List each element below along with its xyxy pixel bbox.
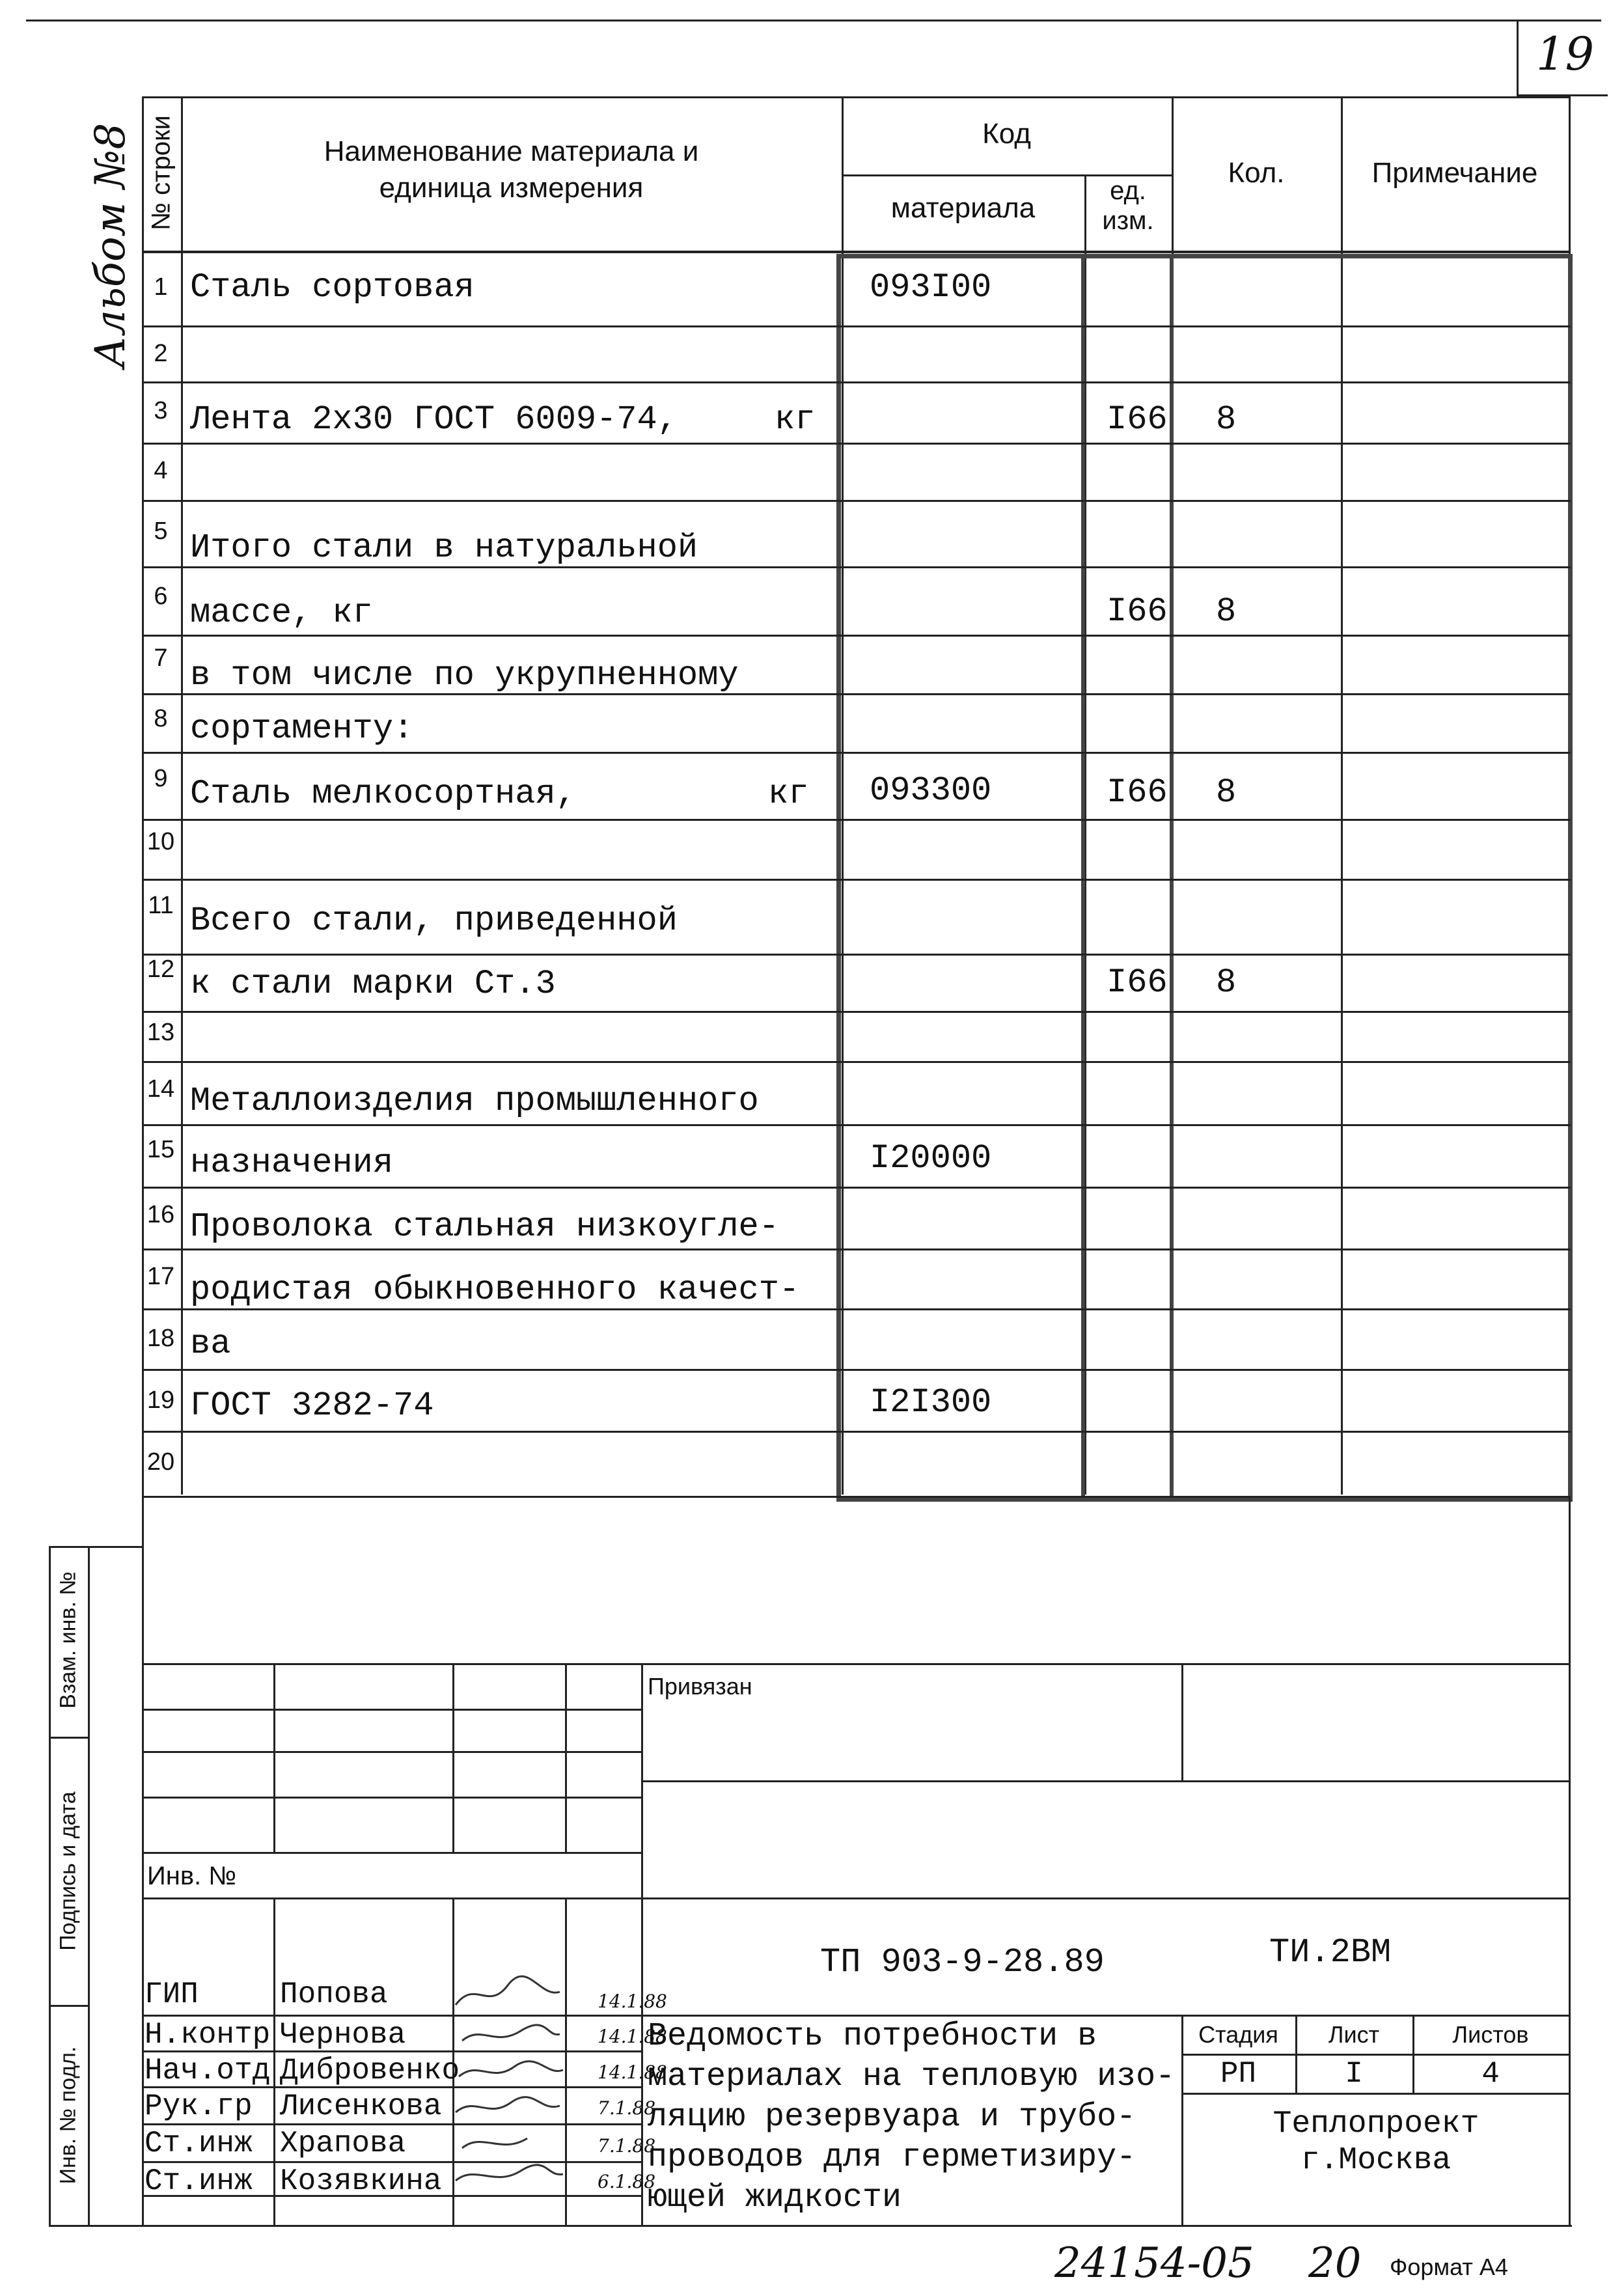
row-number: 1 bbox=[154, 273, 168, 301]
header-name-line2: единица измерения bbox=[379, 172, 644, 204]
tb-col bbox=[273, 1897, 275, 2225]
doc-title-line: ляцию резервуара и трубо- bbox=[648, 2099, 1136, 2136]
header-unit-line1: ед. bbox=[1110, 176, 1146, 205]
tb-line bbox=[142, 1897, 1571, 1899]
row-text: родистая обыкновенного качест- bbox=[190, 1271, 800, 1309]
sign-role: Н.контр bbox=[145, 2018, 271, 2052]
tb-line bbox=[641, 1780, 1571, 1782]
data-frame-inner-a bbox=[1081, 254, 1085, 1497]
sign-name: Чернова bbox=[280, 2018, 406, 2052]
row-number: 20 bbox=[146, 1448, 175, 1476]
top-border-line bbox=[26, 20, 1601, 21]
sheets-value: 4 bbox=[1481, 2057, 1500, 2091]
material-code: I20000 bbox=[870, 1139, 992, 1178]
row-line bbox=[142, 325, 1571, 327]
tb-line bbox=[142, 1751, 643, 1753]
privyazan-label: Привязан bbox=[648, 1673, 752, 1700]
row-text: Лента 2х30 ГОСТ 6009-74, bbox=[190, 400, 678, 439]
row-line bbox=[142, 1248, 1571, 1250]
table-top-border bbox=[142, 96, 1571, 98]
tb-line bbox=[142, 1709, 643, 1711]
side-stamp-line bbox=[49, 2005, 88, 2007]
row-number: 2 bbox=[154, 340, 168, 367]
header-unit bbox=[1084, 176, 1172, 236]
sign-date: 14.1.88 bbox=[598, 1991, 667, 2012]
row-text: в том числе по укрупненному bbox=[190, 656, 739, 695]
row-text: сортаменту: bbox=[190, 710, 414, 748]
row-unit-word: кг bbox=[775, 400, 816, 439]
signature-marks bbox=[449, 1972, 566, 2187]
album-label: Альбом №8 bbox=[87, 122, 135, 368]
side-stamp-line bbox=[49, 2225, 1572, 2227]
material-code: I2I300 bbox=[870, 1383, 992, 1422]
tb-line bbox=[142, 2161, 643, 2163]
header-material: материала bbox=[890, 192, 1036, 224]
row-number: 3 bbox=[154, 397, 168, 424]
row-text: массе, кг bbox=[190, 594, 373, 632]
header-qty: Кол. bbox=[1228, 157, 1285, 189]
tb-col bbox=[565, 1663, 567, 1852]
row-number: 4 bbox=[154, 457, 168, 484]
row-number: 17 bbox=[146, 1263, 175, 1290]
row-number: 5 bbox=[154, 517, 168, 545]
doc-title-line: Ведомость потребности в bbox=[648, 2018, 1097, 2055]
header-unit-line2: изм. bbox=[1102, 206, 1154, 235]
row-line bbox=[142, 1496, 1571, 1498]
row-line bbox=[142, 500, 1571, 502]
row-number: 18 bbox=[146, 1325, 175, 1352]
sign-date: 14.1.88 bbox=[598, 2026, 667, 2047]
row-text: назначения bbox=[190, 1144, 394, 1182]
row-line bbox=[142, 443, 1571, 445]
row-line bbox=[142, 752, 1571, 754]
inv-no-label: Инв. № bbox=[147, 1862, 237, 1890]
tb-col bbox=[273, 1663, 275, 1852]
org-name bbox=[1181, 2106, 1571, 2179]
sign-name: Козявкина bbox=[280, 2164, 442, 2198]
sign-name: Лисенкова bbox=[280, 2090, 442, 2123]
row-text: к стали марки Ст.3 bbox=[190, 965, 556, 1003]
row-line bbox=[142, 954, 1571, 956]
sheet-number-divider bbox=[1517, 20, 1519, 94]
unit-code: I66 bbox=[1107, 773, 1168, 812]
row-number: 8 bbox=[154, 705, 168, 732]
header-note: Примечание bbox=[1371, 157, 1538, 189]
org-line2: г.Москва bbox=[1301, 2143, 1452, 2178]
sheets-label: Листов bbox=[1452, 2021, 1529, 2048]
row-line bbox=[142, 1431, 1571, 1433]
page-number: 20 bbox=[1308, 2239, 1362, 2287]
row-no-divider bbox=[181, 96, 183, 1495]
sign-role: Ст.инж bbox=[145, 2127, 253, 2160]
table-left-border bbox=[142, 96, 144, 1509]
unit-code: I66 bbox=[1107, 400, 1168, 439]
doc-title-line: ющей жидкости bbox=[648, 2179, 902, 2216]
tb-col bbox=[452, 1663, 454, 1852]
quantity: 8 bbox=[1216, 773, 1237, 812]
row-number: 12 bbox=[146, 956, 175, 983]
sign-name: Дибровенко bbox=[280, 2054, 460, 2088]
row-unit-word: кг bbox=[768, 775, 809, 813]
row-text: ва bbox=[190, 1325, 231, 1363]
quantity: 8 bbox=[1216, 400, 1237, 439]
tb-line bbox=[1181, 2093, 1571, 2095]
stage-label: Стадия bbox=[1198, 2021, 1278, 2048]
header-row-no-cell bbox=[142, 96, 181, 251]
row-text: ГОСТ 3282-74 bbox=[190, 1386, 434, 1425]
side-label-inv-podl: Инв. № подл. bbox=[55, 2046, 81, 2185]
sign-date: 14.1.88 bbox=[598, 2062, 667, 2083]
sheet-number: 19 bbox=[1536, 27, 1595, 81]
row-text: Металлоизделия промышленного bbox=[190, 1082, 759, 1120]
row-text: Сталь сортовая bbox=[190, 268, 475, 307]
row-line bbox=[142, 635, 1571, 637]
sheet-value: I bbox=[1345, 2057, 1363, 2091]
org-line1: Теплопроект bbox=[1273, 2106, 1479, 2142]
stage-value: РП bbox=[1220, 2057, 1257, 2091]
row-number: 19 bbox=[146, 1386, 175, 1414]
tb-line bbox=[142, 1663, 1571, 1665]
side-stamp-line bbox=[49, 1737, 88, 1739]
format-label: Формат А4 bbox=[1390, 2254, 1508, 2280]
sign-date: 7.1.88 bbox=[598, 2135, 656, 2157]
row-text: Сталь мелкосортная, bbox=[190, 775, 576, 813]
row-line bbox=[142, 1369, 1571, 1371]
sign-date: 6.1.88 bbox=[598, 2171, 656, 2192]
tb-col bbox=[641, 1852, 643, 1897]
tb-left-border bbox=[142, 1496, 144, 2225]
row-text: Проволока стальная низкоугле- bbox=[190, 1207, 779, 1246]
data-frame-inner-b bbox=[1170, 254, 1174, 1497]
header-name bbox=[181, 133, 842, 206]
sign-role: Рук.гр bbox=[145, 2090, 253, 2123]
side-stamp-left bbox=[49, 1546, 51, 2225]
tb-line bbox=[142, 1797, 643, 1799]
row-number: 11 bbox=[148, 892, 174, 919]
sign-role: Ст.инж bbox=[145, 2164, 253, 2198]
row-number: 9 bbox=[154, 765, 168, 792]
data-frame bbox=[836, 254, 1573, 1502]
row-line bbox=[142, 819, 1571, 821]
side-label-podpis: Подпись и дата bbox=[55, 1791, 81, 1951]
header-row-no: № строки bbox=[146, 115, 176, 230]
row-number: 15 bbox=[146, 1136, 175, 1163]
quantity: 8 bbox=[1216, 963, 1237, 1002]
sign-role: ГИП bbox=[145, 1978, 199, 2011]
row-number: 7 bbox=[154, 644, 168, 672]
side-label-vzam: Взам. инв. № bbox=[55, 1571, 81, 1709]
header-bottom-line bbox=[142, 251, 1571, 253]
row-number: 10 bbox=[146, 828, 175, 855]
row-number: 6 bbox=[154, 583, 168, 610]
inventory-number: 24154-05 bbox=[1054, 2239, 1254, 2287]
sign-date: 7.1.88 bbox=[598, 2097, 656, 2119]
sign-name: Попова bbox=[280, 1978, 388, 2011]
row-line bbox=[142, 1187, 1571, 1189]
tb-right-border bbox=[1569, 1496, 1571, 2225]
side-stamp-line bbox=[49, 1546, 143, 1548]
doc-title-line: проводов для герметизиру- bbox=[648, 2139, 1136, 2176]
sign-role: Нач.отд bbox=[145, 2054, 271, 2088]
row-line bbox=[142, 879, 1571, 881]
tb-col bbox=[1181, 1663, 1183, 1780]
unit-code: I66 bbox=[1107, 963, 1168, 1002]
doc-title bbox=[648, 2017, 1175, 2218]
side-stamp-right bbox=[88, 1546, 90, 2225]
doc-code: ТП 903-9-28.89 bbox=[820, 1943, 1105, 1981]
doc-title-line: материалах на тепловую изо- bbox=[648, 2058, 1176, 2095]
row-line bbox=[142, 1011, 1571, 1013]
row-number: 14 bbox=[146, 1075, 175, 1103]
tb-col bbox=[641, 1663, 643, 1852]
sheet-label: Лист bbox=[1328, 2021, 1380, 2048]
header-code: Код bbox=[982, 118, 1031, 150]
row-text: Всего стали, приведенной bbox=[190, 902, 678, 940]
sign-name: Храпова bbox=[280, 2127, 406, 2160]
tb-line bbox=[1181, 2054, 1571, 2056]
tb-line bbox=[142, 1852, 643, 1854]
row-number: 13 bbox=[146, 1019, 175, 1046]
quantity: 8 bbox=[1216, 592, 1237, 631]
tb-line bbox=[142, 2123, 643, 2125]
row-number: 16 bbox=[146, 1201, 175, 1228]
row-line bbox=[142, 1124, 1571, 1126]
row-text: Итого стали в натуральной bbox=[190, 529, 698, 567]
material-code: 093300 bbox=[870, 771, 992, 810]
header-name-line1: Наименование материала и bbox=[323, 135, 699, 167]
doc-mark: ТИ.2ВМ bbox=[1269, 1933, 1392, 1972]
row-line bbox=[142, 1061, 1571, 1063]
row-line bbox=[142, 381, 1571, 383]
material-code: 093I00 bbox=[870, 268, 992, 307]
unit-code: I66 bbox=[1107, 592, 1168, 631]
